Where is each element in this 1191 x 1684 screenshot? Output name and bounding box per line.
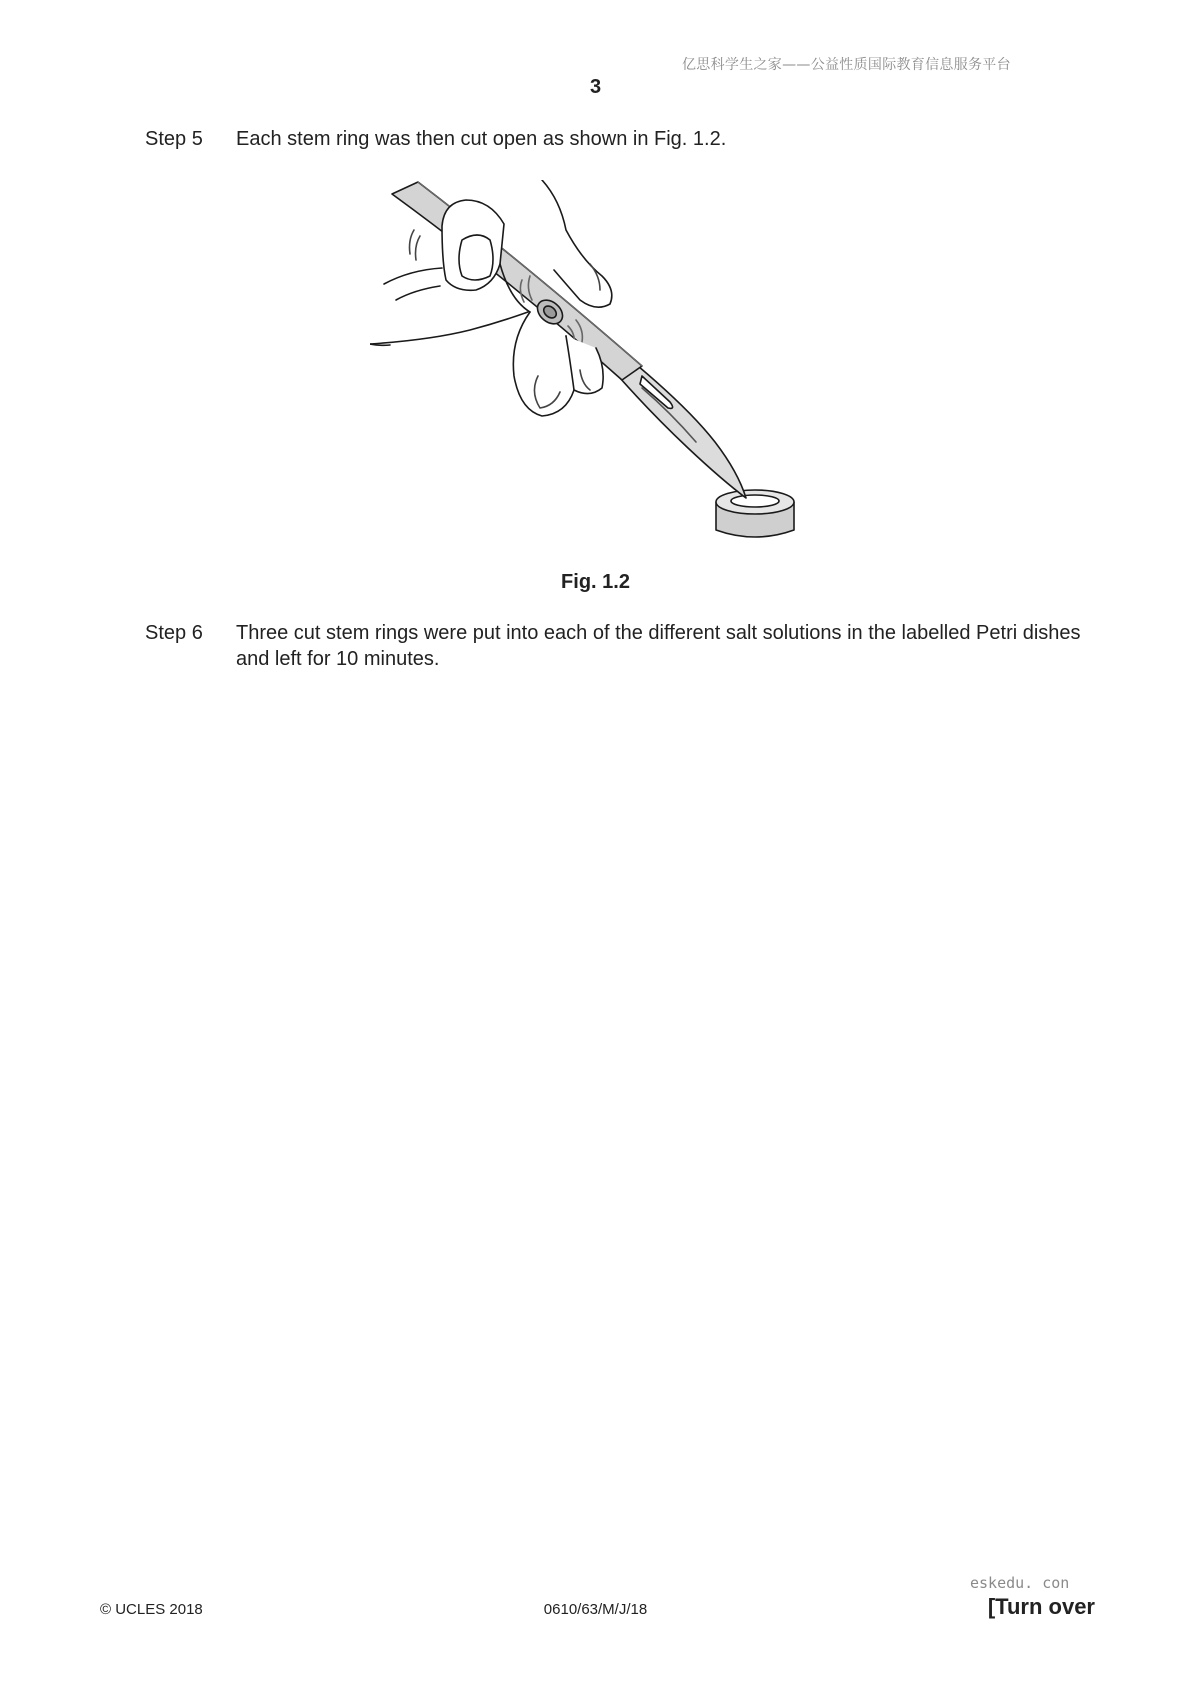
scalpel-figure [370,180,840,540]
header-watermark: 亿思科学生之家——公益性质国际教育信息服务平台 [682,57,1011,73]
step-text: Three cut stem rings were put into each of the different salt solutions in the labelled Petri dishes and left for 10 minutes. [236,622,1081,670]
copyright: © UCLES 2018 [100,1601,203,1618]
figure-caption: Fig. 1.2 [561,571,630,593]
paper-code: 0610/63/M/J/18 [543,1601,648,1618]
page-number: 3 [589,76,602,98]
turn-over: [Turn over [987,1594,1095,1619]
step-text: Each stem ring was then cut open as shown in Fig. 1.2. [236,128,727,150]
footer-watermark: eskedu. con [970,1574,1070,1592]
step-label: Step 6 [145,622,203,644]
step-label: Step 5 [145,128,203,150]
scalpel-cutting-icon [370,180,840,540]
